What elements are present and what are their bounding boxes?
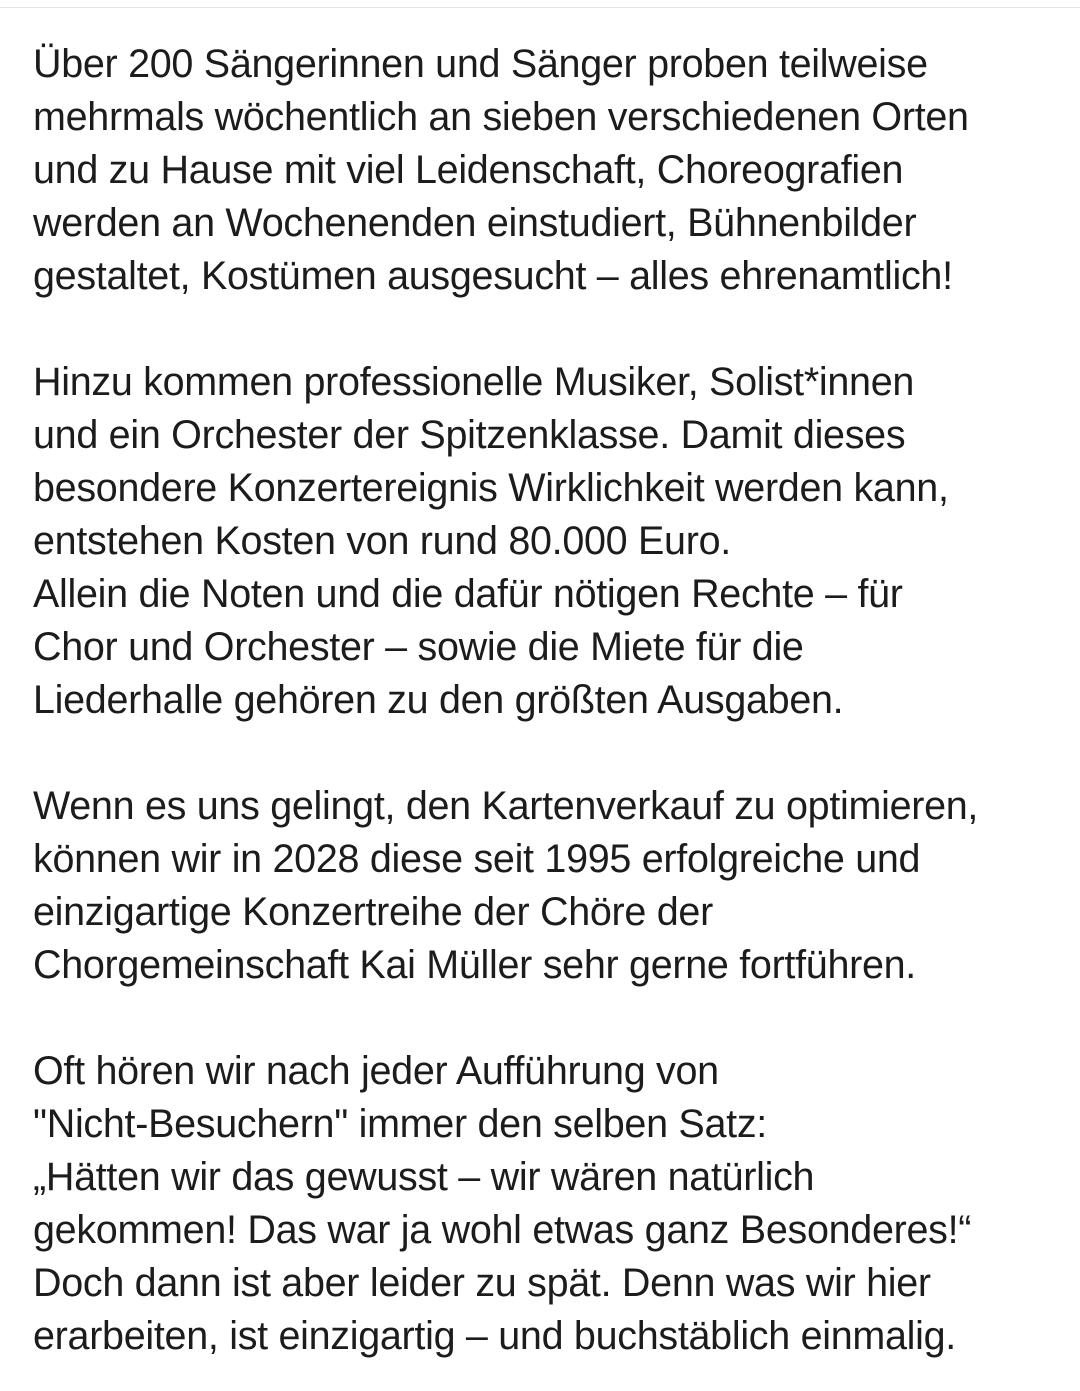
text-line: Wenn es uns gelingt, den Kartenverkauf zu optimieren, bbox=[33, 784, 979, 828]
paragraph-4 bbox=[33, 1045, 1073, 1363]
text-line: entstehen Kosten von rund 80.000 Euro. bbox=[33, 519, 731, 563]
text-line: gekommen! Das war ja wohl etwas ganz Besonderes!“ bbox=[33, 1208, 972, 1252]
text-line: und zu Hause mit viel Leidenschaft, Choreografien bbox=[33, 148, 904, 192]
text-line: Chorgemeinschaft Kai Müller sehr gerne fortführen. bbox=[33, 943, 916, 987]
text-line: Hinzu kommen professionelle Musiker, Solist*innen bbox=[33, 360, 915, 404]
paragraph-1 bbox=[33, 38, 1073, 303]
post-text bbox=[33, 38, 1073, 1363]
top-divider bbox=[0, 7, 1080, 8]
text-line: Chor und Orchester – sowie die Miete für die bbox=[33, 625, 804, 669]
text-line: erarbeiten, ist einzigartig – und buchstäblich einmalig. bbox=[33, 1314, 956, 1358]
text-line: Über 200 Sängerinnen und Sänger proben teilweise bbox=[33, 42, 928, 86]
text-line: gestaltet, Kostümen ausgesucht – alles ehrenamtlich! bbox=[33, 254, 953, 298]
text-line: besondere Konzertereignis Wirklichkeit werden kann, bbox=[33, 466, 949, 510]
text-line: Doch dann ist aber leider zu spät. Denn was wir hier bbox=[33, 1261, 931, 1305]
text-line: Oft hören wir nach jeder Aufführung von bbox=[33, 1049, 719, 1093]
text-line: „Hätten wir das gewusst – wir wären natürlich bbox=[33, 1155, 815, 1199]
paragraph-3 bbox=[33, 780, 1073, 992]
text-line: werden an Wochenenden einstudiert, Bühnenbilder bbox=[33, 201, 917, 245]
text-line: und ein Orchester der Spitzenklasse. Damit dieses bbox=[33, 413, 906, 457]
text-line: können wir in 2028 diese seit 1995 erfolgreiche und bbox=[33, 837, 921, 881]
text-line: "Nicht-Besuchern" immer den selben Satz: bbox=[33, 1102, 767, 1146]
text-line: Liederhalle gehören zu den größten Ausgaben. bbox=[33, 678, 844, 722]
paragraph-2 bbox=[33, 356, 1073, 727]
text-line: Allein die Noten und die dafür nötigen Rechte – für bbox=[33, 572, 903, 616]
text-line: einzigartige Konzertreihe der Chöre der bbox=[33, 890, 713, 934]
text-line: mehrmals wöchentlich an sieben verschiedenen Orten bbox=[33, 95, 969, 139]
